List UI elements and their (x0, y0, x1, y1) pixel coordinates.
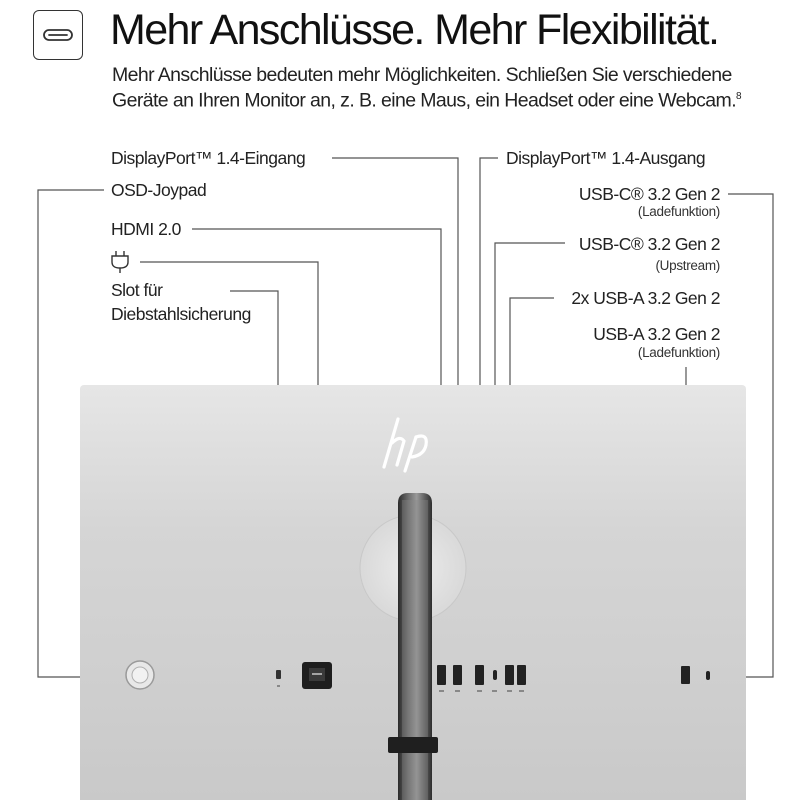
footnote-marker: 8 (736, 91, 741, 102)
label-usbc-upstream: USB-C® 3.2 Gen 2 (578, 234, 720, 254)
label-usbc-upstream-sub: (Upstream) (655, 258, 720, 273)
label-usba-charging: USB-A 3.2 Gen 2 (593, 324, 720, 344)
label-slot-line2: Diebstahlsicherung (111, 304, 251, 324)
label-usba-charging-sub: (Ladefunktion) (637, 345, 720, 360)
power-plug-icon (110, 249, 136, 280)
label-slot-line1: Slot für (111, 280, 163, 300)
label-displayport-in: DisplayPort™ 1.4-Eingang (111, 148, 306, 168)
hp-logo (376, 413, 446, 478)
intro-text: Mehr Anschlüsse bedeuten mehr Möglichkeiten. Schließen Sie verschiedene Geräte an Ihren Monitor an, z. B. eine Maus, ein Headset oder eine Webcam.$^8$ (112, 64, 741, 112)
label-hdmi: HDMI 2.0 (111, 219, 181, 239)
monitor-back (80, 385, 746, 800)
label-osd-joypad: OSD-Joypad (111, 180, 207, 200)
label-displayport-out: DisplayPort™ 1.4-Ausgang (506, 148, 706, 168)
label-usbc-charging-sub: (Ladefunktion) (637, 204, 720, 219)
label-usbc-charging: USB-C® 3.2 Gen 2 (578, 184, 720, 204)
page-title: Mehr Anschlüsse. Mehr Flexibilität. (110, 6, 719, 54)
label-usba-2x: 2x USB-A 3.2 Gen 2 (571, 288, 720, 308)
